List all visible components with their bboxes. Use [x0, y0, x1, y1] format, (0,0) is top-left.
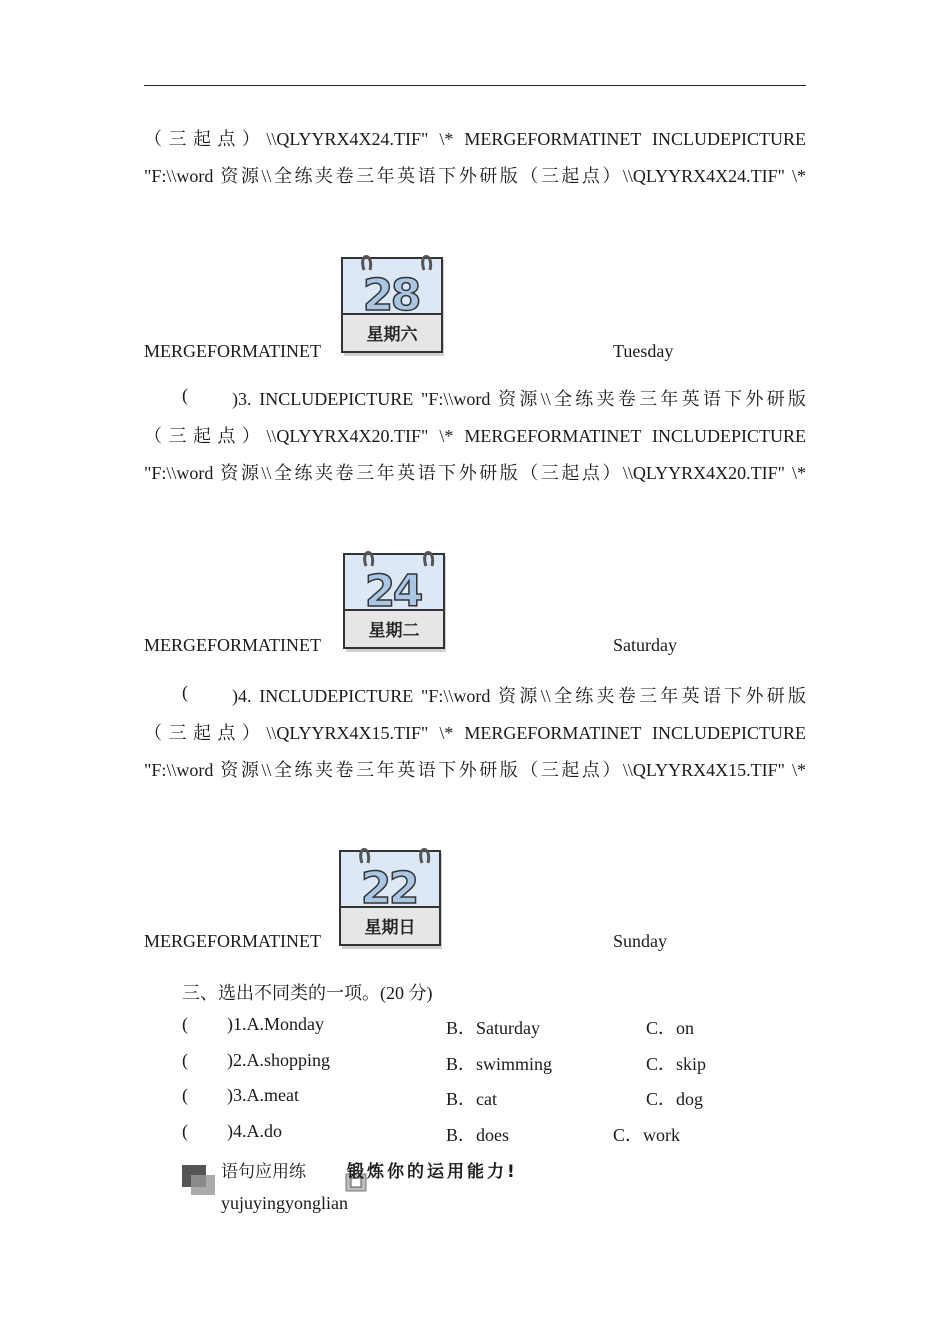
- question-option-c: C．on: [646, 1018, 695, 1038]
- question-option-c: C．dog: [646, 1089, 704, 1109]
- question-option-a: )1.A.Monday: [227, 1014, 324, 1034]
- question-option-b: B．swimming: [446, 1054, 553, 1074]
- calendar-digit: 2: [388, 863, 420, 914]
- item-4-line-3: "F:\\word 资源\\全练夹卷三年英语下外研版（三起点）\\QLYYRX4X15.TIF" \*: [144, 760, 806, 780]
- answer-3: Saturday: [613, 635, 677, 655]
- calendar-weekday: 星期日: [364, 918, 416, 938]
- answer-4: Sunday: [613, 931, 667, 951]
- question-option-c: C．skip: [646, 1054, 707, 1074]
- intro-line-1: （三起点）\\QLYYRX4X24.TIF" \* MERGEFORMATINET INCLUDEPICTURE: [144, 129, 806, 149]
- question-paren: (: [182, 1050, 188, 1070]
- calendar-digit: 4: [392, 566, 424, 617]
- calendar-digit: 8: [390, 270, 422, 321]
- merge-label-1: MERGEFORMATINET: [144, 341, 322, 361]
- merge-label-4: MERGEFORMATINET: [144, 931, 322, 951]
- section-heading-slogan: 锻炼你的运用能力!: [347, 1162, 518, 1182]
- section-marker-icon: [182, 1165, 216, 1197]
- answer-paren-4: (: [182, 682, 188, 702]
- answer-1: Tuesday: [613, 341, 674, 361]
- item-4-line-1: )4. INCLUDEPICTURE "F:\\word 资源\\全练夹卷三年英语下外研版: [232, 686, 806, 706]
- calendar-icon-24: [342, 546, 448, 652]
- answer-paren-3: (: [182, 385, 188, 405]
- question-option-a: )3.A.meat: [227, 1085, 299, 1105]
- calendar-digit: 2: [360, 863, 392, 914]
- merge-label-3: MERGEFORMATINET: [144, 635, 322, 655]
- section-heading-pinyin: yujuyingyonglian: [221, 1193, 348, 1213]
- calendar-digit: 2: [362, 270, 394, 321]
- section-3-title: 三、选出不同类的一项。(20 分): [182, 983, 433, 1003]
- calendar-icon-22: [338, 843, 444, 949]
- question-option-b: B．does: [446, 1125, 509, 1145]
- question-option-b: B．Saturday: [446, 1018, 540, 1038]
- calendar-icon-28: [340, 250, 446, 356]
- item-4-line-2: （三起点）\\QLYYRX4X15.TIF" \* MERGEFORMATINET INCLUDEPICTURE: [144, 723, 806, 743]
- calendar-digit: 2: [364, 566, 396, 617]
- item-3-line-2: （三起点）\\QLYYRX4X20.TIF" \* MERGEFORMATINET INCLUDEPICTURE: [144, 426, 806, 446]
- question-option-c: C．work: [613, 1125, 680, 1145]
- intro-line-2: "F:\\word 资源\\全练夹卷三年英语下外研版（三起点）\\QLYYRX4X24.TIF" \*: [144, 166, 806, 186]
- question-option-a: )2.A.shopping: [227, 1050, 330, 1070]
- question-option-a: )4.A.do: [227, 1121, 282, 1141]
- question-paren: (: [182, 1121, 188, 1141]
- calendar-weekday: 星期二: [368, 621, 420, 641]
- calendar-weekday: 星期六: [366, 325, 418, 345]
- section-heading-title: 语句应用练: [221, 1162, 306, 1182]
- question-paren: (: [182, 1085, 188, 1105]
- item-3-line-3: "F:\\word 资源\\全练夹卷三年英语下外研版（三起点）\\QLYYRX4X20.TIF" \*: [144, 463, 806, 483]
- question-paren: (: [182, 1014, 188, 1034]
- item-3-line-1: )3. INCLUDEPICTURE "F:\\word 资源\\全练夹卷三年英语下外研版: [232, 389, 806, 409]
- header-rule: [144, 85, 806, 86]
- question-option-b: B．cat: [446, 1089, 497, 1109]
